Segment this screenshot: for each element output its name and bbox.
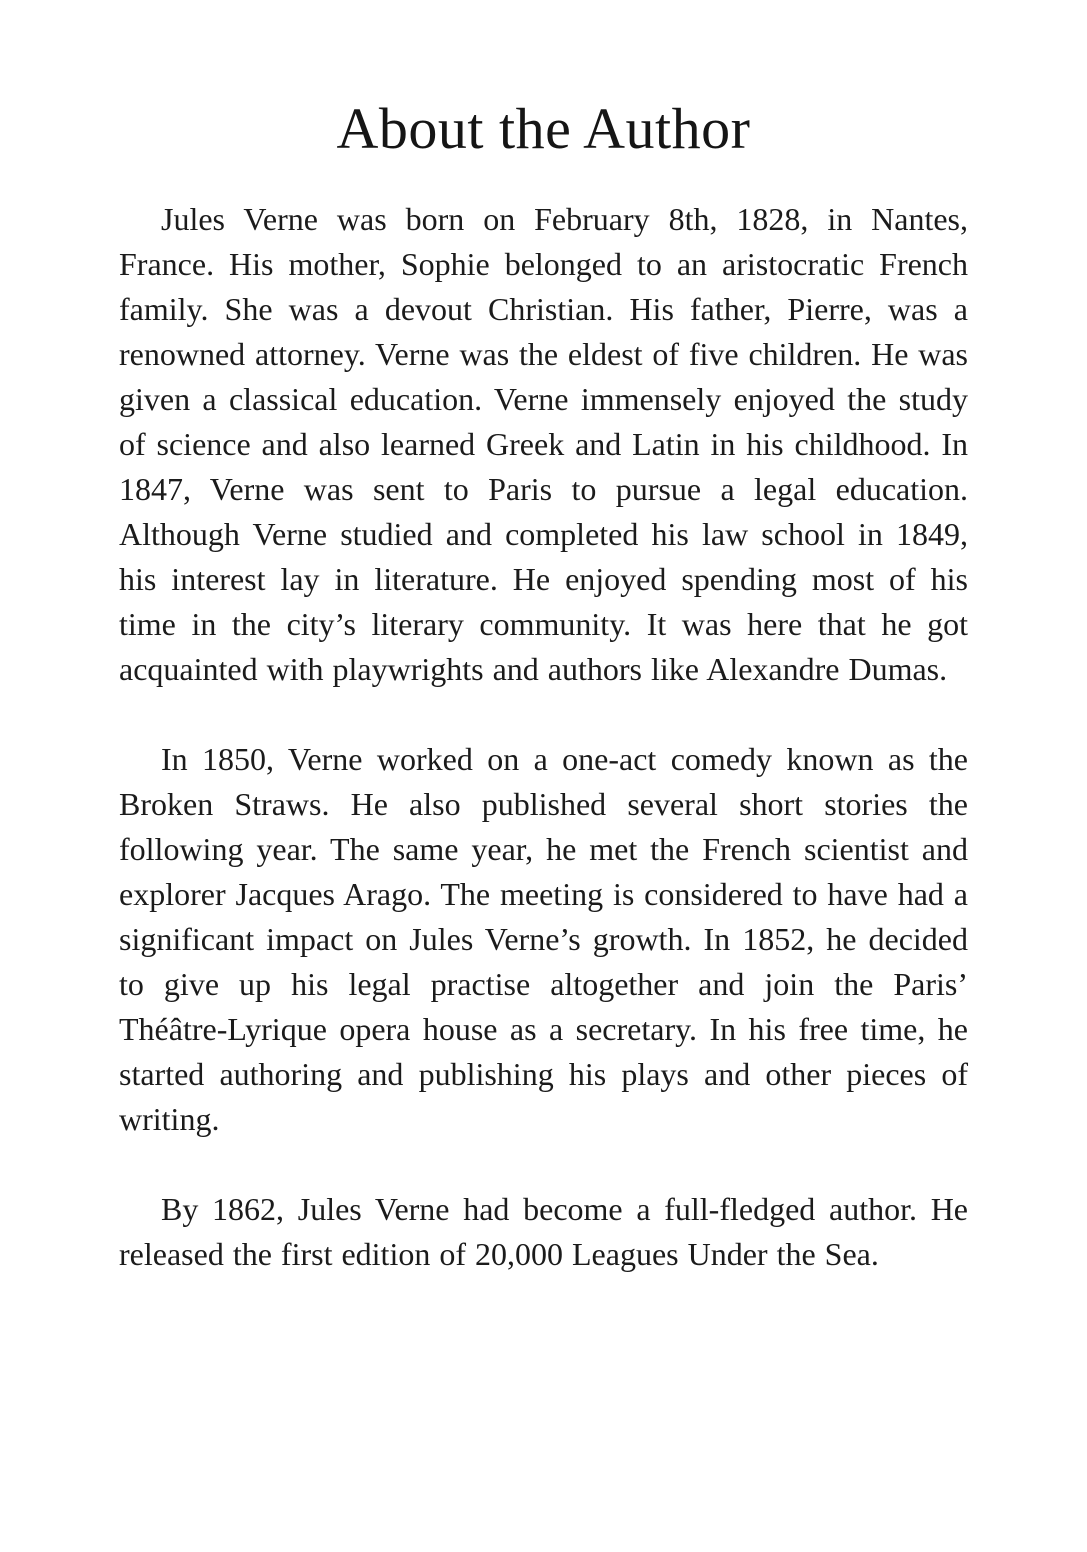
body-copy (119, 197, 968, 1277)
body-paragraph: Jules Verne was born on February 8th, 1828, in Nantes, France. His mother, Sophie belonged to an aristocratic French family. She was a devout Christian. His father, Pierre, was a renowned attorney. Verne was the eldest of five children. He was given a classical education. Verne immensely enjoyed the study of science and also learned Greek and Latin in his childhood. In 1847, Verne was sent to Paris to pursue a legal education. Although Verne studied and completed his law school in 1849, his interest lay in literature. He enjoyed spending most of his time in the city’s literary community. It was here that he got acquainted with playwrights and authors like Alexandre Dumas. (119, 200, 968, 687)
page-title: About the Author (336, 96, 751, 161)
body-paragraph: In 1850, Verne worked on a one-act comedy known as the Broken Straws. He also published several short stories the following year. The same year, he met the French scientist and explorer Jacques Arago. The meeting is considered to have had a significant impact on Jules Verne’s growth. In 1852, he decided to give up his legal practise altogether and join the Paris’ Théâtre-Lyrique opera house as a secretary. In his free time, he started authoring and publishing his plays and other pieces of writing. (119, 740, 968, 1137)
body-paragraph: By 1862, Jules Verne had become a full-fledged author. He released the first edition of 20,000 Leagues Under the Sea. (119, 1190, 968, 1272)
